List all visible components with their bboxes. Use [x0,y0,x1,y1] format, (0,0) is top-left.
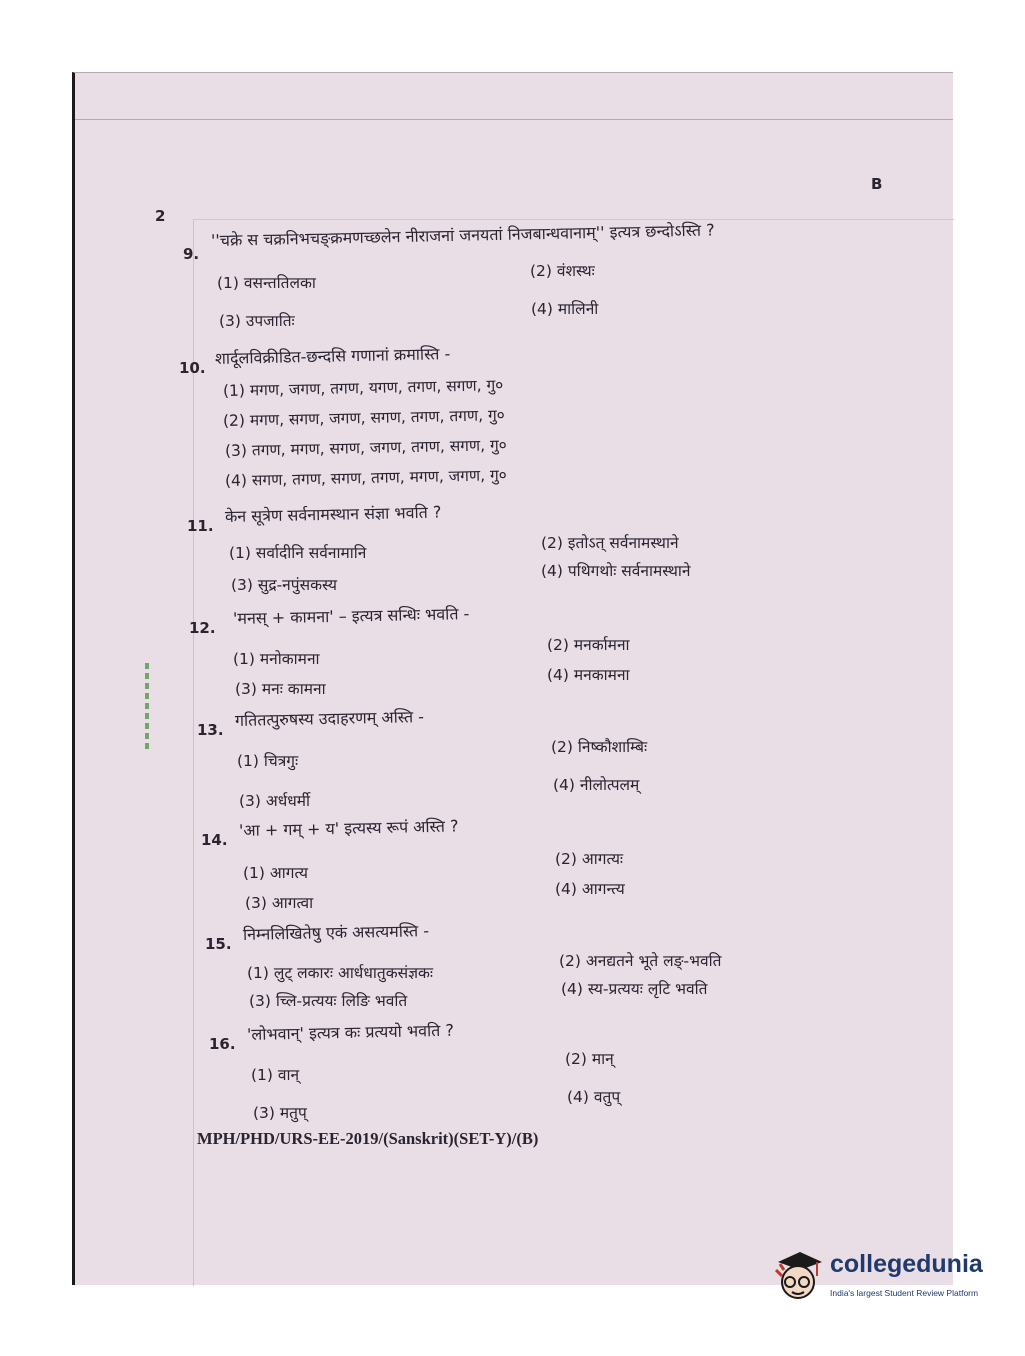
option: (4) पथिगथोः सर्वनामस्थाने [541,562,691,580]
option: (4) मनकामना [547,666,630,684]
question-number: 9. [183,245,200,263]
option: (3) सुद्र-नपुंसकस्य [231,576,337,594]
question-text: केन सूत्रेण सर्वनामस्थान संज्ञा भवति ? [224,502,442,526]
option: (2) इतोऽत् सर्वनामस्थाने [541,534,679,552]
header-rule [75,119,953,120]
option: (3) मतुप् [253,1104,307,1122]
option: (2) वंशस्थः [530,262,595,280]
option: (2) मान् [565,1050,614,1068]
option: (3) मनः कामना [235,680,326,698]
exam-sheet [72,72,953,1285]
logo-tagline: India's largest Student Review Platform [830,1288,979,1298]
option: (3) तगण, मगण, सगण, जगण, तगण, सगण, गु० [224,436,507,460]
question-number: 15. [205,935,232,953]
option: (1) मगण, जगण, तगण, यगण, तगण, सगण, गु० [222,376,504,400]
option: (4) मालिनी [531,300,599,318]
question-text: निम्नलिखितेषु एकं असत्यमस्ति - [242,921,430,944]
option: (3) अर्धधर्मी [239,792,311,810]
option: (3) आगत्वा [245,894,314,912]
question-number: 14. [201,831,228,849]
option: (4) स्य-प्रत्ययः लृटि भवति [561,980,708,998]
set-label: B [871,175,883,193]
option: (3) उपजातिः [219,312,295,330]
question-text: 'मनस् + कामना' – इत्यत्र सन्धिः भवति - [232,604,470,628]
question-text: ''चक्रे स चक्रनिभचङ्क्रमणच्छलेन नीराजनां जनयतां निजबान्धवानाम्'' इत्यत्र छन्दोऽस्ति ? [210,220,715,250]
option: (4) वतुप् [567,1088,621,1106]
option: (2) आगत्यः [555,850,624,868]
option: (4) सगण, तगण, सगण, तगण, मगण, जगण, गु० [224,466,507,490]
option: (1) वान् [251,1066,300,1084]
option: (2) मगण, सगण, जगण, सगण, तगण, तगण, गु० [222,406,505,430]
option: (1) आगत्य [243,864,308,882]
edge-strip [145,663,149,753]
question-text: 'लोभवान्' इत्यत्र कः प्रत्ययो भवति ? [246,1020,455,1044]
option: (1) वसन्ततिलका [217,274,316,292]
option: (1) मनोकामना [233,650,320,668]
question-number: 12. [189,619,216,637]
option: (2) अनद्यतने भूते लङ्-भवति [559,952,722,970]
option: (4) आगन्त्य [555,880,625,898]
option: (1) चित्रगुः [237,752,299,770]
mascot-icon [770,1248,826,1312]
question-text: शार्दूलविक्रीडित-छन्दसि गणानां क्रमास्ति - [214,344,451,368]
question-text: गतितत्पुरुषस्य उदाहरणम् अस्ति - [234,707,425,730]
collegedunia-logo[interactable] [770,1248,1000,1318]
question-text: 'आ + गम् + य' इत्यस्य रूपं अस्ति ? [238,816,459,840]
option: (1) लुट् लकारः आर्धधातुकसंज्ञकः [247,964,434,982]
page-number: 2 [155,207,166,225]
question-number: 13. [197,721,224,739]
option: (4) नीलोत्पलम् [553,776,640,794]
question-number: 10. [179,359,206,377]
option: (2) मनर्कामना [547,636,630,654]
option: (2) निष्कौशाम्बिः [551,738,648,756]
logo-wordmark: collegedunia [830,1250,983,1278]
question-number: 16. [209,1035,236,1053]
option: (3) च्लि-प्रत्ययः लिङि भवति [249,992,408,1010]
paper-code-footer: MPH/PHD/URS-EE-2019/(Sanskrit)(SET-Y)/(B) [197,1129,539,1148]
question-number: 11. [187,517,214,535]
option: (1) सर्वादीनि सर्वनामानि [229,544,367,562]
